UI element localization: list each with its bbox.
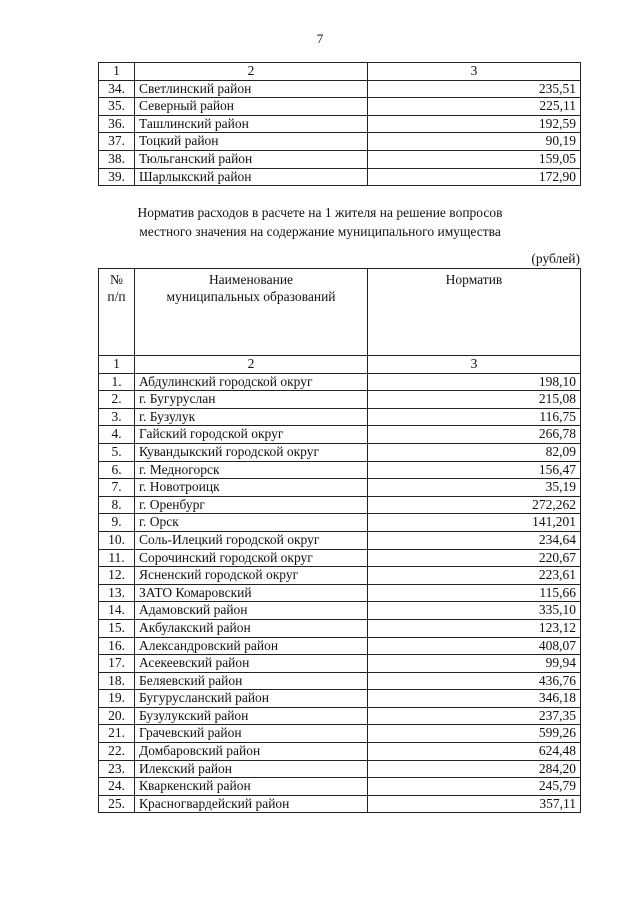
table-caption <box>0 203 640 241</box>
municipality-name: ЗАТО Комаровский <box>135 584 368 602</box>
row-number: 25. <box>99 795 135 813</box>
header-value <box>368 269 581 356</box>
row-number: 6. <box>99 461 135 479</box>
row-number: 12. <box>99 567 135 585</box>
row-number: 22. <box>99 743 135 761</box>
municipality-name: Гайский городской округ <box>135 426 368 444</box>
table-row <box>99 637 581 655</box>
norm-value: 141,201 <box>368 514 581 532</box>
municipality-name: Грачевский район <box>135 725 368 743</box>
table-row <box>99 80 581 98</box>
row-number: 5. <box>99 443 135 461</box>
municipality-name: Тюльганский район <box>135 150 368 168</box>
row-number: 19. <box>99 690 135 708</box>
norm-value: 624,48 <box>368 743 581 761</box>
table-row <box>99 567 581 585</box>
municipality-name: г. Оренбург <box>135 496 368 514</box>
norm-value: 284,20 <box>368 760 581 778</box>
table-row <box>99 743 581 761</box>
table-row <box>99 133 581 151</box>
table-row <box>99 115 581 133</box>
municipality-name: Илекский район <box>135 760 368 778</box>
row-number: 1. <box>99 373 135 391</box>
row-number: 15. <box>99 619 135 637</box>
municipality-name: Соль-Илецкий городской округ <box>135 531 368 549</box>
table-row <box>99 373 581 391</box>
municipality-name: Бузулукский район <box>135 707 368 725</box>
municipality-name: Асекеевский район <box>135 655 368 673</box>
row-number: 17. <box>99 655 135 673</box>
municipality-name: Акбулакский район <box>135 619 368 637</box>
norm-value: 223,61 <box>368 567 581 585</box>
norm-value: 346,18 <box>368 690 581 708</box>
caption-line: местного значения на содержание муниципального имущества <box>139 224 501 239</box>
row-number: 10. <box>99 531 135 549</box>
table-row <box>99 707 581 725</box>
table-row <box>99 461 581 479</box>
table-row <box>99 549 581 567</box>
table-row <box>99 778 581 796</box>
table-header-row <box>99 269 581 356</box>
row-number: 13. <box>99 584 135 602</box>
column-index: 1 <box>99 356 135 374</box>
row-number: 3. <box>99 408 135 426</box>
table-row <box>99 98 581 116</box>
municipality-name: Ясненский городской округ <box>135 567 368 585</box>
norm-value: 198,10 <box>368 373 581 391</box>
table-row <box>99 408 581 426</box>
municipality-name: г. Медногорск <box>135 461 368 479</box>
table-row <box>99 443 581 461</box>
table-row <box>99 479 581 497</box>
municipality-name: Светлинский район <box>135 80 368 98</box>
table-row <box>99 795 581 813</box>
row-number: 35. <box>99 98 135 116</box>
column-index: 1 <box>99 63 135 81</box>
municipality-name: г. Новотроицк <box>135 479 368 497</box>
norm-value: 123,12 <box>368 619 581 637</box>
unit-label: (рублей) <box>531 251 580 266</box>
norm-value: 215,08 <box>368 391 581 409</box>
column-index-row <box>99 63 581 81</box>
table-row <box>99 496 581 514</box>
municipality-name: Беляевский район <box>135 672 368 690</box>
table-row <box>99 514 581 532</box>
norm-value: 237,35 <box>368 707 581 725</box>
norm-value: 82,09 <box>368 443 581 461</box>
row-number: 38. <box>99 150 135 168</box>
row-number: 34. <box>99 80 135 98</box>
norm-value: 245,79 <box>368 778 581 796</box>
row-number: 18. <box>99 672 135 690</box>
norm-value: 266,78 <box>368 426 581 444</box>
table-row <box>99 150 581 168</box>
row-number: 16. <box>99 637 135 655</box>
row-number: 4. <box>99 426 135 444</box>
norms-table <box>98 268 581 813</box>
table-row <box>99 655 581 673</box>
table-row <box>99 168 581 186</box>
municipality-name: Сорочинский городской округ <box>135 549 368 567</box>
table-row <box>99 531 581 549</box>
table-row <box>99 619 581 637</box>
row-number: 37. <box>99 133 135 151</box>
norm-value: 90,19 <box>368 133 581 151</box>
row-number: 14. <box>99 602 135 620</box>
row-number: 8. <box>99 496 135 514</box>
norm-value: 225,11 <box>368 98 581 116</box>
municipality-name: Домбаровский район <box>135 743 368 761</box>
header-value-text: Норматив <box>445 272 503 287</box>
norm-value: 172,90 <box>368 168 581 186</box>
norm-value: 357,11 <box>368 795 581 813</box>
table-row <box>99 602 581 620</box>
municipality-name: Адамовский район <box>135 602 368 620</box>
norm-value: 599,26 <box>368 725 581 743</box>
norm-value: 272,262 <box>368 496 581 514</box>
row-number: 2. <box>99 391 135 409</box>
norm-value: 159,05 <box>368 150 581 168</box>
municipality-name: Бугурусланский район <box>135 690 368 708</box>
page-number: 7 <box>316 31 324 46</box>
municipality-name: Абдулинский городской округ <box>135 373 368 391</box>
column-index: 2 <box>135 63 368 81</box>
municipality-name: Тоцкий район <box>135 133 368 151</box>
header-name <box>135 269 368 356</box>
row-number: 39. <box>99 168 135 186</box>
row-number: 23. <box>99 760 135 778</box>
row-number: 20. <box>99 707 135 725</box>
table-row <box>99 760 581 778</box>
table-row <box>99 690 581 708</box>
row-number: 24. <box>99 778 135 796</box>
table-row <box>99 584 581 602</box>
municipality-name: Кувандыкский городской округ <box>135 443 368 461</box>
municipality-name: Красногвардейский район <box>135 795 368 813</box>
norm-value: 408,07 <box>368 637 581 655</box>
column-index: 2 <box>135 356 368 374</box>
row-number: 36. <box>99 115 135 133</box>
municipality-name: Александровский район <box>135 637 368 655</box>
norm-value: 234,64 <box>368 531 581 549</box>
header-name-text: Наименование муниципальных образований <box>166 272 336 304</box>
row-number: 11. <box>99 549 135 567</box>
row-number: 7. <box>99 479 135 497</box>
municipality-name: Кваркенский район <box>135 778 368 796</box>
row-number: 21. <box>99 725 135 743</box>
norm-value: 436,76 <box>368 672 581 690</box>
table-row <box>99 391 581 409</box>
header-number-text: № п/п <box>107 272 126 304</box>
table-row <box>99 725 581 743</box>
column-index-row <box>99 356 581 374</box>
municipality-name: г. Орск <box>135 514 368 532</box>
caption-line: Норматив расходов в расчете на 1 жителя на решение вопросов <box>137 205 503 220</box>
column-index: 3 <box>368 63 581 81</box>
norm-value: 99,94 <box>368 655 581 673</box>
municipality-name: г. Бузулук <box>135 408 368 426</box>
table-row <box>99 672 581 690</box>
header-number <box>99 269 135 356</box>
norm-value: 192,59 <box>368 115 581 133</box>
norm-value: 235,51 <box>368 80 581 98</box>
municipality-name: Северный район <box>135 98 368 116</box>
norm-value: 156,47 <box>368 461 581 479</box>
municipality-name: г. Бугуруслан <box>135 391 368 409</box>
municipality-name: Ташлинский район <box>135 115 368 133</box>
norm-value: 35,19 <box>368 479 581 497</box>
column-index: 3 <box>368 356 581 374</box>
norm-value: 116,75 <box>368 408 581 426</box>
norm-value: 115,66 <box>368 584 581 602</box>
norm-value: 220,67 <box>368 549 581 567</box>
row-number: 9. <box>99 514 135 532</box>
municipality-name: Шарлыкский район <box>135 168 368 186</box>
table-row <box>99 426 581 444</box>
continuation-table <box>98 62 581 186</box>
norm-value: 335,10 <box>368 602 581 620</box>
